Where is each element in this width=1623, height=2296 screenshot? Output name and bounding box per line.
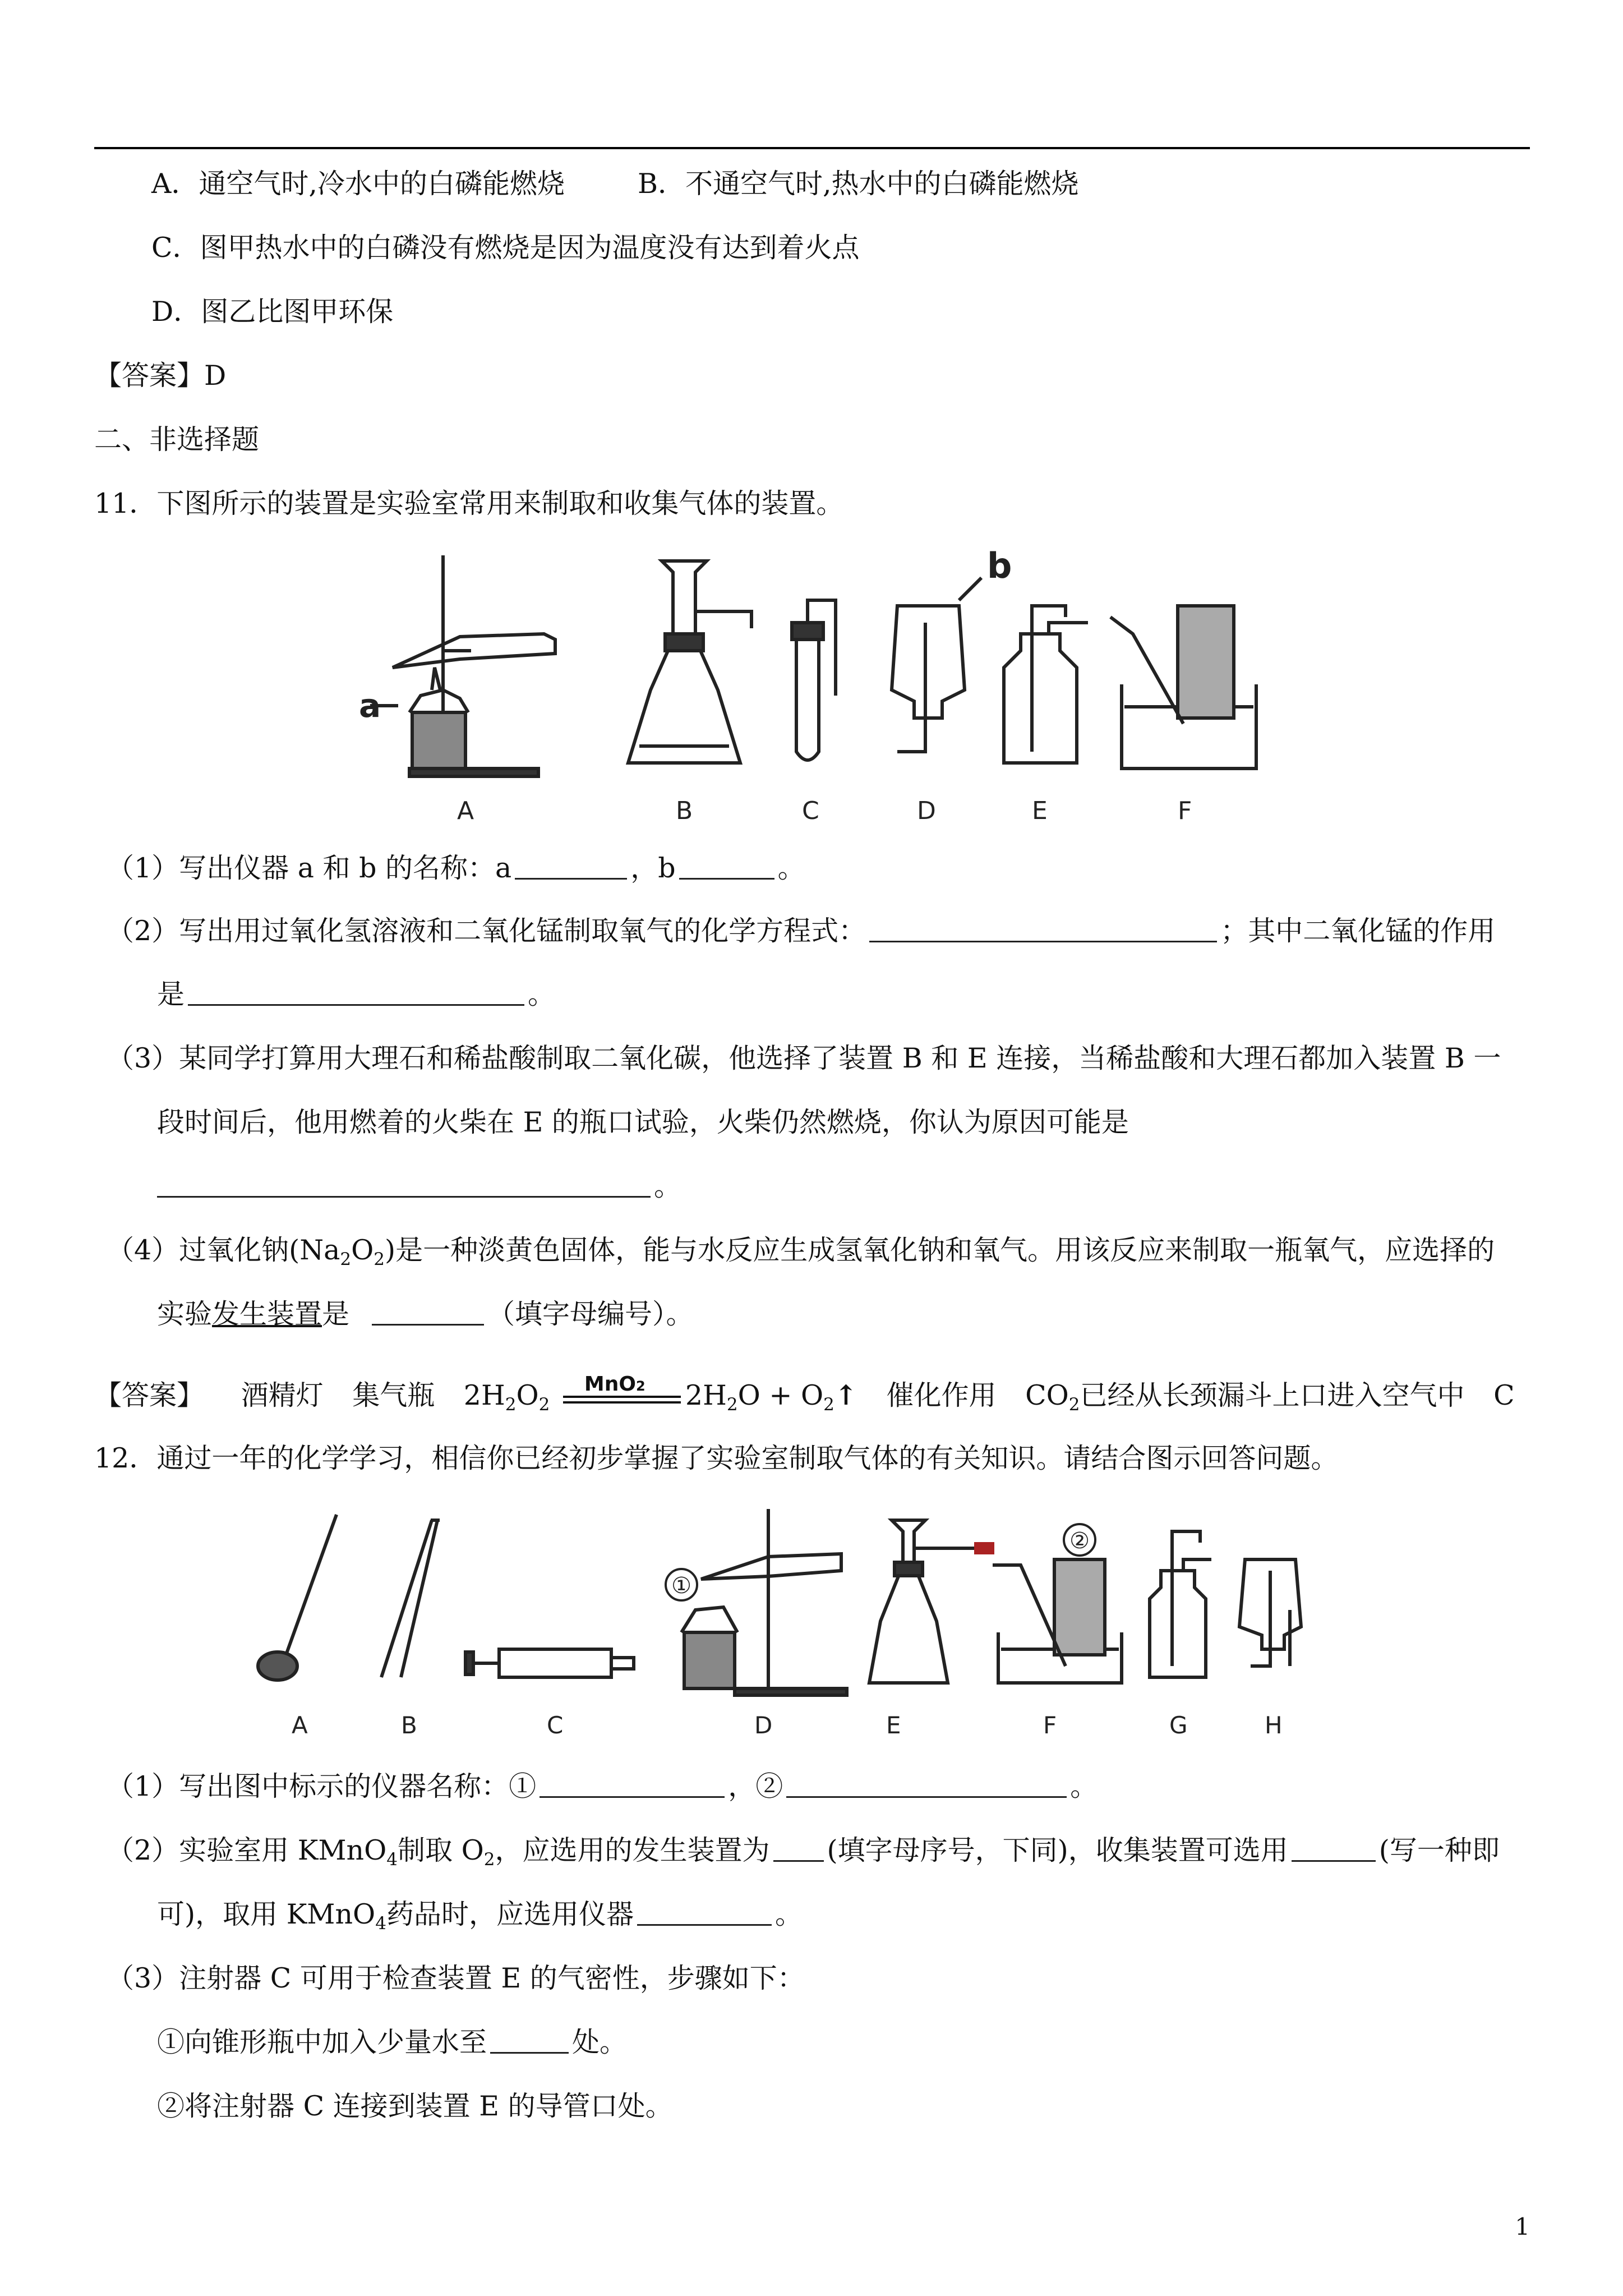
q12-stem: 12．通过一年的化学学习，相信你已经初步掌握了实验室制取气体的有关知识。请结合图示回答问题。: [94, 1442, 1339, 1474]
q11-label-b: B: [676, 797, 693, 825]
q11-part2-line1: （2）写出用过氧化氢溶液和二氧化锰制取氧气的化学方程式： ；其中二氧化锰的作用: [107, 915, 1496, 947]
q12-blank-water-level[interactable]: [490, 2026, 569, 2054]
q11-blank-a[interactable]: [515, 852, 627, 880]
q12-part3: （3）注射器 C 可用于检查装置 E 的气密性，步骤如下：: [107, 1962, 805, 1994]
q12-blank-instrument[interactable]: [637, 1898, 772, 1926]
q11-blank-device[interactable]: [372, 1298, 484, 1326]
q11-blank-equation[interactable]: [869, 915, 1217, 942]
q12-label-f: F: [1043, 1711, 1057, 1739]
q10-options-ab: [151, 167, 1079, 201]
q12-label-b: B: [401, 1711, 417, 1739]
marker-2-label: ②: [1069, 1528, 1090, 1554]
q12-part2-line2: 可)，取用 KMnO$_4$药品时，应选用仪器 。: [157, 1898, 803, 1934]
q11-part3-line3: 。: [157, 1170, 681, 1203]
pointer-a-label: a: [359, 687, 381, 725]
q11-part4-line2: 实验发生装置是 （填字母编号）。: [157, 1298, 694, 1330]
q10-option-a: A．通空气时,冷水中的白磷能燃烧: [151, 168, 565, 200]
q12-blank-2[interactable]: [786, 1770, 1067, 1798]
q11-part3-line1: （3）某同学打算用大理石和稀盐酸制取二氧化碳，他选择了装置 B 和 E 连接，当稀盐酸和大理石都加入装置 B 一: [107, 1042, 1501, 1074]
q12-label-c: C: [547, 1711, 564, 1739]
q11-label-e: E: [1032, 797, 1048, 825]
header-rule: [94, 147, 1530, 149]
q11-label-d: D: [917, 797, 936, 825]
q11-label-a: A: [457, 797, 474, 825]
q12-label-a: A: [292, 1711, 308, 1739]
q11-part1: （1）写出仪器 a 和 b 的名称：a ，b 。: [107, 852, 805, 884]
q11-blank-b[interactable]: [679, 852, 774, 880]
q11-apparatus-figure: [359, 539, 1267, 830]
q12-label-e: E: [886, 1711, 901, 1739]
q12-blank-1[interactable]: [540, 1770, 725, 1798]
section-title: 二、非选择题: [94, 424, 260, 455]
q11-part2-line2: 是 。: [157, 978, 556, 1010]
q11-stem: 11．下图所示的装置是实验室常用来制取和收集气体的装置。: [94, 487, 844, 519]
q11-part4-line1: （4）过氧化钠$(Na_2O_2)$是一种淡黄色固体，能与水反应生成氢氧化钠和氧气。用该反应来制取一瓶氧气，应选择的: [107, 1234, 1495, 1269]
q11-answer: 【答案】 酒精灯 集气瓶 $2H_2O_2$ MnO2 $2H_2O$ + $O_2↑$ 催化作用 $CO_2$已经从长颈漏斗上口进入空气中 C: [94, 1373, 1515, 1415]
q12-apparatus-figure: [247, 1498, 1357, 1739]
q11-label-c: C: [802, 797, 819, 825]
q11-blank-role[interactable]: [188, 978, 524, 1006]
q12-part2-line1: （2）实验室用 KMnO$_4$制取 $O_2$，应选用的发生装置为 (填字母序号，下同)，收集装置可选用 (写一种即: [107, 1834, 1500, 1870]
marker-1-label: ①: [671, 1573, 691, 1599]
q10-option-d: D．图乙比图甲环保: [151, 296, 394, 328]
q12-blank-collector[interactable]: [1292, 1834, 1376, 1862]
q12-step1: ①向锥形瓶中加入少量水至 处。: [157, 2026, 628, 2058]
catalyst-equals-sign: MnO2: [563, 1378, 681, 1411]
q11-label-f: F: [1178, 797, 1192, 825]
page-number: 1: [1515, 2213, 1530, 2240]
q11-blank-reason[interactable]: [157, 1170, 651, 1198]
q12-step2: ②将注射器 C 连接到装置 E 的导管口处。: [157, 2090, 673, 2122]
q12-blank-generator[interactable]: [773, 1834, 824, 1862]
q10-answer: 【答案】D: [94, 360, 227, 392]
q11-part3-line2: 段时间后，他用燃着的火柴在 E 的瓶口试验，火柴仍然燃烧，你认为原因可能是: [157, 1106, 1129, 1138]
q10-option-b: B．不通空气时,热水中的白磷能燃烧: [637, 168, 1079, 200]
q12-label-d: D: [754, 1711, 773, 1739]
q12-label-g: G: [1169, 1711, 1188, 1739]
q12-label-h: H: [1265, 1711, 1283, 1739]
pointer-b-label: b: [987, 545, 1012, 586]
q10-option-c: C．图甲热水中的白磷没有燃烧是因为温度没有达到着火点: [151, 232, 860, 264]
q12-part1: （1）写出图中标示的仪器名称：① ，② 。: [107, 1770, 1098, 1802]
